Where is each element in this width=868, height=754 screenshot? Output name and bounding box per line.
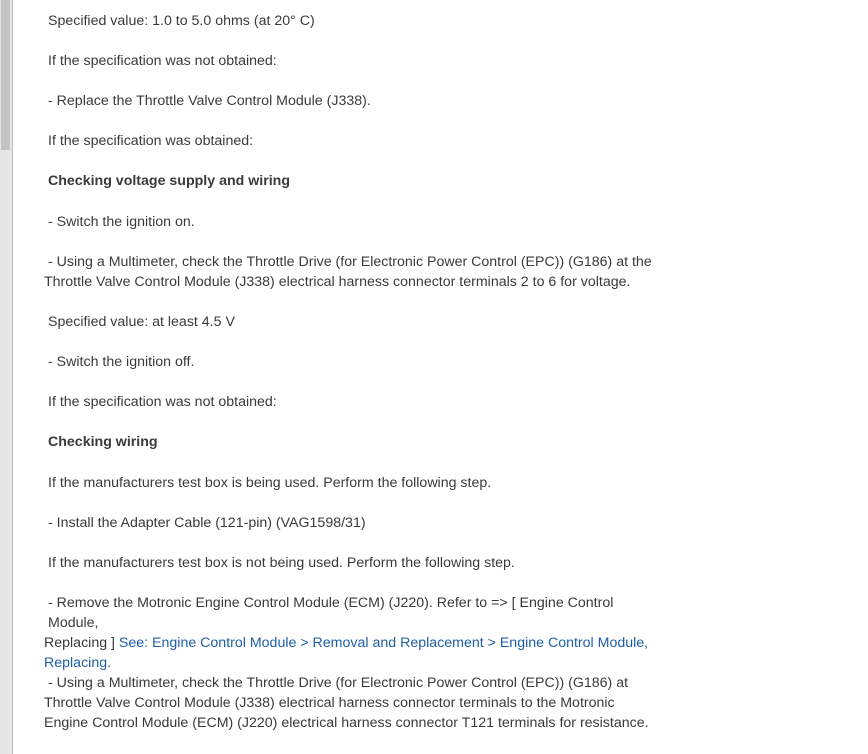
test-box-not-used-text: If the manufacturers test box is not being used. Perform the following step. (48, 555, 515, 571)
step-install-adapter: - Install the Adapter Cable (121-pin) (VAG1598/31) (48, 515, 366, 531)
step-remove-ecm (44, 593, 664, 673)
heading-checking-wiring: Checking wiring (48, 434, 158, 450)
ecm-replacing-link-continued[interactable]: Replacing. (44, 655, 112, 671)
step-check-resistance-line3: Engine Control Module (ECM) (J220) electrical harness connector T121 terminals for resistance. (44, 715, 649, 731)
spec-not-obtained-text-2: If the specification was not obtained: (48, 394, 277, 410)
step-check-voltage-line2: Throttle Valve Control Module (J338) electrical harness connector terminals 2 to 6 for voltage. (44, 274, 631, 290)
step-check-resistance (44, 673, 664, 733)
step-replace-module: - Replace the Throttle Valve Control Module (J338). (48, 93, 371, 109)
step-check-voltage-line1: - Using a Multimeter, check the Throttle Drive (for Electronic Power Control (EPC)) (G186) at the (48, 254, 652, 270)
step-remove-ecm-line2 (44, 633, 664, 653)
step-check-resistance-line2: Throttle Valve Control Module (J338) electrical harness connector terminals to the Motronic (44, 695, 615, 711)
step-check-resistance-line1: - Using a Multimeter, check the Throttle Drive (for Electronic Power Control (EPC)) (G186) at (48, 675, 629, 691)
step-remove-ecm-line1: - Remove the Motronic Engine Control Module (ECM) (J220). Refer to => [ Engine Control Module, (48, 595, 614, 631)
replacing-bracket-text: Replacing ] (44, 635, 119, 651)
spec-value-resistance: Specified value: 1.0 to 5.0 ohms (at 20° C) (48, 13, 315, 29)
heading-voltage-supply: Checking voltage supply and wiring (48, 173, 291, 189)
scrollbar-track[interactable] (0, 0, 13, 754)
ecm-replacing-link[interactable]: See: Engine Control Module > Removal and Replacement > Engine Control Module, (118, 635, 649, 651)
spec-value-voltage: Specified value: at least 4.5 V (48, 314, 235, 330)
spec-obtained-text: If the specification was obtained: (48, 133, 254, 149)
spec-not-obtained-text: If the specification was not obtained: (48, 53, 277, 69)
step-ignition-off: - Switch the ignition off. (48, 354, 195, 370)
scrollbar-thumb[interactable] (1, 0, 10, 150)
test-box-used-text: If the manufacturers test box is being used. Perform the following step. (48, 475, 492, 491)
step-check-voltage (44, 252, 664, 292)
step-ignition-on: - Switch the ignition on. (48, 214, 195, 230)
